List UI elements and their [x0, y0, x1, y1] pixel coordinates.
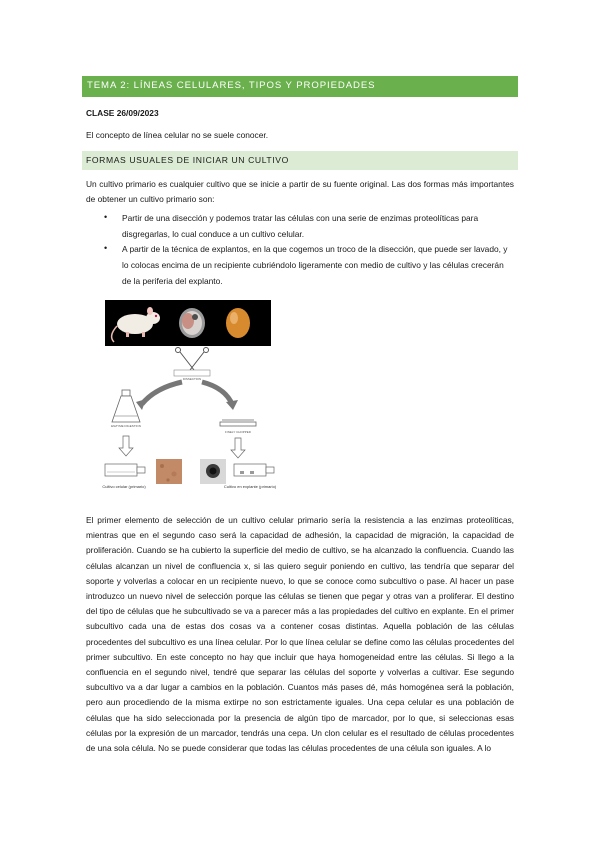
enzyme-label: ENZYME DIGESTION — [111, 424, 141, 428]
section-heading-bar — [82, 151, 518, 170]
topic-title: TEMA 2: LÍNEAS CELULARES, TIPOS Y PROPIEDADES — [87, 80, 376, 91]
arrow-down-right — [231, 438, 245, 458]
arrow-left — [142, 382, 182, 404]
culture-flask-left — [105, 464, 145, 476]
dish-icon — [220, 420, 256, 426]
culture-flask-right — [234, 464, 274, 476]
section-title: FORMAS USUALES DE INICIAR UN CULTIVO — [86, 155, 289, 165]
arrow-right — [202, 382, 232, 404]
embryo-image — [179, 308, 205, 338]
class-date: CLASE 26/09/2023 — [86, 108, 159, 118]
explant-culture-label: Cultivo en explante (primario) — [223, 484, 276, 489]
flask-icon — [112, 390, 140, 422]
bullet-marker: • — [104, 243, 108, 253]
scissors-icon — [176, 348, 209, 371]
body-paragraph: El primer elemento de selección de un cultivo celular primario sería la resistencia a las enzimas proteolíticas, mientras que en el segundo caso será la capacidad de adhesión, la capacidad de migración, la capacidad de proliferación. Cuando se ha cubierto la superficie del medio de cultivo, se ha alcanzado la confluencia. Cuando las células alcanzan un nivel de confluencia x, si las quiero seguir poniendo en cultivo, las tendría que separar del soporte y volverlas a colocar en un recipiente nuevo, lo que se conoce como subcultivo o pase. Al hacer un pase introduzco un nuevo nivel de selección porque las células se tienen que pegar y otras van a proliferar. El destino del tipo de células que he subcultivado se va a parecer más a las propiedades del cultivo en explante. En el primer subcultivo cada una de estas dos cosas va a contener cosas distintas. Aquella población de las células procedentes del subcultivo es una línea celular. Por lo que línea celular se define como las células procedentes del primer subcultivo. En este concepto no hay que incluir que haya homogeneidad entre las células. Si llego a la confluencia en el segundo nivel, tendré que separar las células del soporte y volverlas a cultivar. Ese segundo subcultivo va a dar lugar a cambios en la población. Cuantos más pases dé, más homogénea será la población, pero aun procediendo de la misma extirpe no son estrictamente iguales. Una cepa celular es una población de células que ha sido seleccionada por la presencia de algún tipo de marcador, por lo que, si seleccionas esas células por la expresión de un marcador, tendrás una cepa. Un clon celular es el resultado de células procedentes de una sola célula. No se puede considerar que todas las células procedentes de una célula son iguales. A lo — [86, 515, 514, 754]
dissection-label: DISSECTION — [182, 377, 202, 381]
cell-culture-label: Cultivo celular (primario) — [102, 484, 146, 489]
bullet-item-2: A partir de la técnica de explantos, en la que cogemos un troco de la disección, que puede ser lavado, y lo colocas encima de un recipiente cubriéndolo ligeramente con medio de cultivo y las células crecerán de la periferia del explanto. — [122, 244, 508, 286]
arrow-down-left — [119, 436, 133, 456]
topic-heading-bar — [82, 76, 518, 97]
lead-paragraph: Un cultivo primario es cualquier cultivo que se inicie a partir de su fuente original. Las dos formas más importantes de obtener un cultivo primario son: — [86, 179, 514, 205]
bullet-marker: • — [104, 212, 108, 222]
bullet-item-1: Partir de una disección y podemos tratar las células con una serie de enzimas proteolíticas para disgregarlas, lo cual conduce a un cultivo celular. — [122, 213, 479, 239]
finely-chopped-label: FINELY CHOPPED — [225, 430, 251, 434]
egg-image — [226, 308, 250, 338]
intro-text: El concepto de línea celular no se suele conocer. — [86, 130, 269, 140]
primary-culture-figure — [100, 296, 276, 502]
